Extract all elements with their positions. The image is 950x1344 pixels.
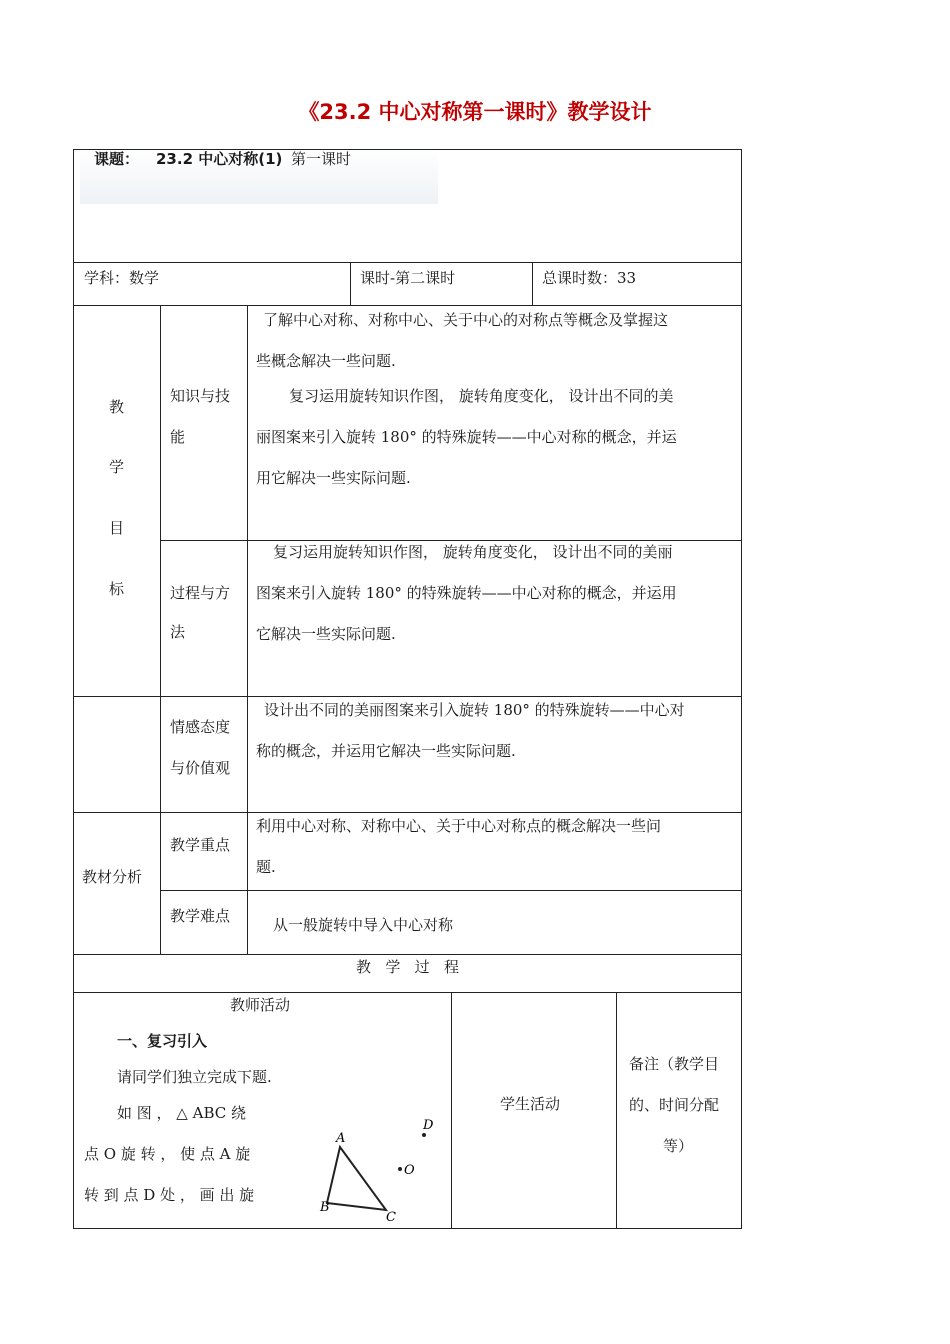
analysis-label: 教材分析 [82,868,143,886]
process-label: 过程与方 [170,584,231,602]
key-point-text-line: 利用中心对称、对称中心、关于中心对称点的概念解决一些问 [256,817,662,835]
period-cell: 课时-第二课时 [360,269,456,287]
question-line: 如 图 ， △ ABC 绕 [117,1104,246,1122]
student-activity-header: 学生活动 [500,1095,561,1113]
intro-text: 请同学们独立完成下题. [117,1068,272,1086]
knowledge-text-line: 复习运用旋转知识作图， 旋转角度变化， 设计出不同的美 [289,387,674,405]
knowledge-label: 知识与技 [170,387,231,405]
course-period: 第一课时 [291,150,352,168]
course-label: 课题： [94,150,140,168]
question-line: 点 O 旋 转 ， 使 点 A 旋 [84,1145,251,1163]
course-value: 23.2 中心对称(1) [156,150,283,168]
label-d: D [423,1118,434,1133]
point-d [422,1133,426,1137]
emotion-label: 与价值观 [170,759,231,777]
difficult-point-text: 从一般旋转中导入中心对称 [273,916,454,934]
label-b: B [320,1200,330,1215]
subject-cell: 学科：数学 [84,269,160,287]
label-c: C [386,1210,396,1225]
objective-label-char: 学 [109,458,125,476]
process-label: 法 [170,623,186,641]
knowledge-text-line: 些概念解决一些问题. [256,352,396,370]
process-text-line: 复习运用旋转知识作图， 旋转角度变化， 设计出不同的美丽 [273,543,673,561]
objective-label-char: 标 [109,580,125,598]
question-line: 转 到 点 D 处 ， 画 出 旋 [84,1186,255,1204]
emotion-text-line: 设计出不同的美丽图案来引入旋转 180° 的特殊旋转——中心对 [264,701,685,719]
process-text-line: 图案来引入旋转 180° 的特殊旋转——中心对称的概念，并运用 [256,584,677,602]
knowledge-text-line: 了解中心对称、对称中心、关于中心的对称点等概念及掌握这 [263,311,669,329]
label-a: A [336,1131,346,1146]
review-section-title: 一、复习引入 [117,1032,208,1050]
knowledge-text-line: 丽图案来引入旋转 180° 的特殊旋转——中心对称的概念，并运 [256,428,677,446]
notes-line: 备注（教学目 [629,1055,720,1073]
difficult-point-label: 教学难点 [170,907,231,925]
knowledge-text-line: 用它解决一些实际问题. [256,469,411,487]
label-o: O [404,1163,415,1178]
process-text-line: 它解决一些实际问题. [256,625,396,643]
course-header [80,148,438,204]
total-periods-cell: 总课时数：33 [542,269,637,287]
objective-label-char: 教 [109,398,125,416]
key-point-text-line: 题. [256,858,276,876]
notes-line: 的、时间分配 [629,1096,720,1114]
key-point-label: 教学重点 [170,836,231,854]
objective-label-char: 目 [109,519,125,537]
emotion-label: 情感态度 [170,718,231,736]
point-o [398,1167,402,1171]
triangle-abc [327,1147,386,1210]
knowledge-label: 能 [170,428,186,446]
notes-line: 等） [663,1137,694,1155]
process-header: 教 学 过 程 [356,958,459,976]
page-title: 《23.2 中心对称第一课时》教学设计 [298,100,652,124]
emotion-text-line: 称的概念，并运用它解决一些实际问题. [256,742,516,760]
triangle-figure [310,1110,450,1225]
teacher-activity-header: 教师活动 [230,996,291,1014]
